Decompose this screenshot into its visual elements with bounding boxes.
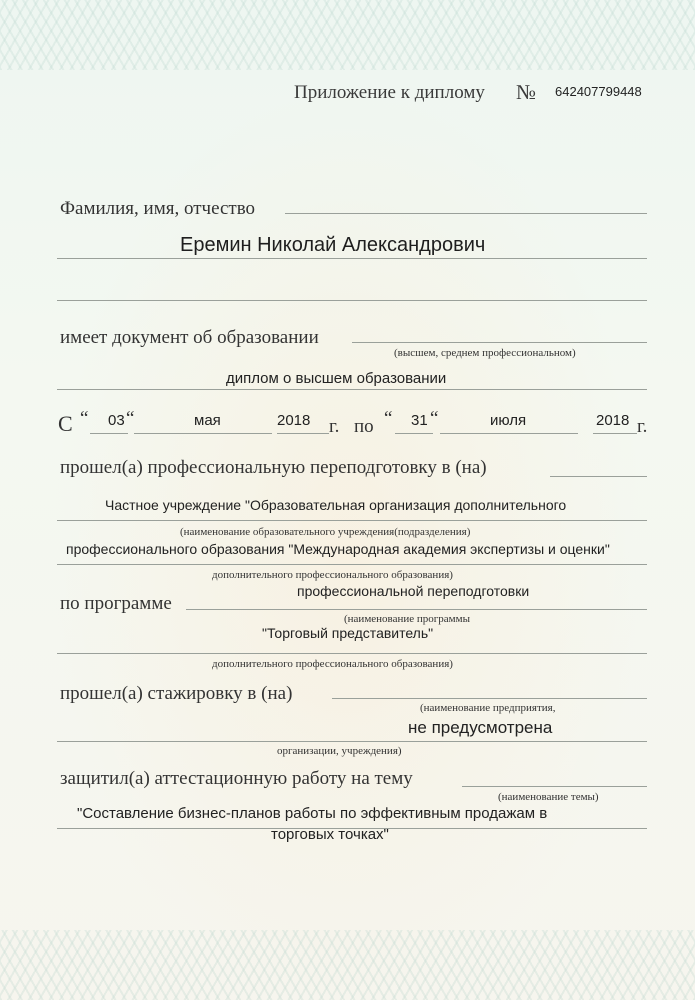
period-from-quote-close: “ <box>126 408 135 429</box>
period-to-year-suffix: г. <box>637 416 648 437</box>
education-doc-label: имеет документ об образовании <box>60 327 319 348</box>
period-to-day: 31 <box>411 412 428 429</box>
period-to-quote-close: “ <box>430 408 439 429</box>
thesis-label: защитил(а) аттестационную работу на тему <box>60 768 413 789</box>
internship-hint1: (наименование предприятия, <box>420 702 556 714</box>
thesis-hint: (наименование темы) <box>498 791 599 803</box>
period-to-prefix: по <box>354 416 374 437</box>
fio-value: Еремин Николай Александрович <box>180 234 486 256</box>
fio-label: Фамилия, имя, отчество <box>60 198 256 219</box>
program-hint2: дополнительного профессионального образования) <box>212 658 453 670</box>
period-from-month: мая <box>194 412 221 429</box>
retraining-org-line1-line <box>57 520 647 521</box>
period-from-day-line <box>90 433 128 434</box>
fio-value-line <box>57 258 647 259</box>
education-doc-value: диплом о высшем образовании <box>226 370 447 387</box>
thesis-line2: торговых точках" <box>271 826 389 843</box>
internship-value: не предусмотрена <box>408 718 553 737</box>
period-from-year-line <box>277 433 329 434</box>
education-doc-hint: (высшем, среднем профессиональном) <box>394 347 576 359</box>
internship-label-line <box>332 698 647 699</box>
retraining-org-line2: профессионального образования "Международная академия экспертизы и оценки" <box>66 541 610 557</box>
period-to-year: 2018 <box>596 412 630 429</box>
period-to-year-line <box>593 433 637 434</box>
period-from-day: 03 <box>108 412 125 429</box>
document-title: Приложение к диплому <box>294 82 485 103</box>
program-label: по программе <box>60 593 172 614</box>
retraining-hint1: (наименование образовательного учреждения(подразделения) <box>180 526 471 538</box>
education-doc-value-line <box>57 389 647 390</box>
diploma-number: 642407799448 <box>555 84 642 99</box>
fio-extra-line <box>57 300 647 301</box>
program-name: "Торговый представитель" <box>262 625 434 641</box>
decorative-band-top <box>0 0 695 70</box>
period-to-month-line <box>440 433 578 434</box>
retraining-org-line1: Частное учреждение "Образовательная организация дополнительного <box>105 497 567 513</box>
education-doc-label-line <box>352 342 647 343</box>
period-to-month: июля <box>490 412 527 429</box>
period-from-year: 2018 <box>277 412 311 429</box>
internship-label: прошел(а) стажировку в (на) <box>60 683 293 704</box>
retraining-org-line2-line <box>57 564 647 565</box>
period-to-quote-open: “ <box>384 408 393 429</box>
internship-value-line <box>57 741 647 742</box>
program-name-line <box>57 653 647 654</box>
program-type-line <box>186 609 647 610</box>
retraining-label-line <box>550 476 647 477</box>
number-sign: № <box>516 80 537 104</box>
decorative-band-bottom <box>0 930 695 1000</box>
retraining-label: прошел(а) профессиональную переподготовку в (на) <box>60 457 487 478</box>
thesis-line1: "Составление бизнес-планов работы по эффективным продажам в <box>77 805 548 822</box>
internship-hint2: организации, учреждения) <box>277 745 402 757</box>
thesis-label-line <box>462 786 647 787</box>
period-from-month-line <box>134 433 272 434</box>
period-from-year-suffix: г. <box>329 416 340 437</box>
period-from-prefix: С <box>58 411 73 436</box>
fio-label-line <box>285 213 647 214</box>
retraining-hint2: дополнительного профессионального образования) <box>212 569 453 581</box>
program-type: профессиональной переподготовки <box>297 583 530 599</box>
period-from-quote-open: “ <box>80 408 89 429</box>
program-hint1: (наименование программы <box>344 613 470 625</box>
period-to-day-line <box>395 433 433 434</box>
